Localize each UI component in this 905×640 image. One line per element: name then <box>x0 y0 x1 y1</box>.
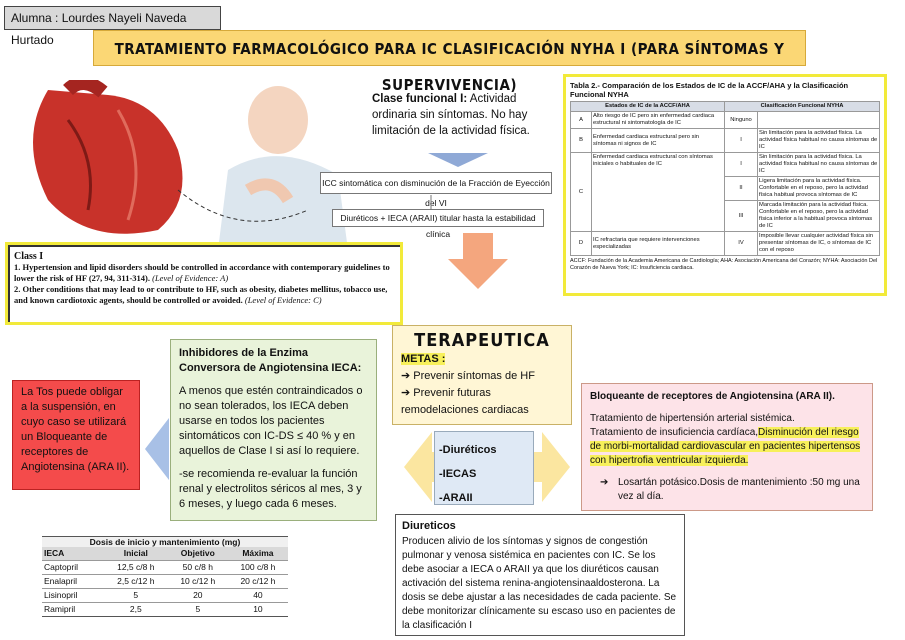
page-title: TRATAMIENTO FARMACOLÓGICO PARA IC CLASIFICACIÓN NYHA I (PARA SÍNTOMAS Y SUPERVIVENCIA) <box>93 30 806 66</box>
table-row: III Marcada limitación para la actividad física. Confortable en el reposo, pero la actividad física inferior a la habitual provoca síntomas de IC <box>571 201 880 232</box>
left-arrow-icon <box>145 418 169 485</box>
arrow-bullet-icon: ➔ <box>600 477 609 488</box>
table-row: Ramipril 2,5 5 10 <box>42 603 288 617</box>
down-arrow-icon <box>428 153 488 174</box>
functional-class-text: Clase funcional I: Actividad ordinaria sin síntomas. No hay limitación de la actividad física. <box>372 93 530 137</box>
table-row: II Ligera limitación para la actividad física. Confortable en el reposo, pero la actividad física habitual provoca síntomas de IC <box>571 177 880 201</box>
nyha-comparison-table: Tabla 2.- Comparación de los Estados de IC de la ACCF/AHA y la Clasificación Funcional NYHA Estados de IC de la ACCF/AHA Clasificación Funcional NYHA A Alto riesgo de IC pero sin enfermedad cardiaca estructural ni sintomatología de IC Ninguno B Enfermedad cardiaca estructural pero sin síntomas ni signos de IC I Sin limitación para la actividad física. La actividad física habitual no causa síntomas de IC C Enfermedad cardiaca estructural con síntomas iniciales o habituales de IC I Sin limitación para la actividad física. La actividad física habitual no causa síntomas de IC II Ligera limitación para la actividad física. Confortable en el reposo, pero la actividad física habitual provoca síntomas de IC III Marcada limitación para la actividad física. Confortable en el reposo, pero la actividad física inferior a la habitual provoca síntomas de IC D IC refractaria que requiere intervenciones especializadas IV Imposible llevar cualquier actividad física sin presentar síntomas de IC, o síntomas de IC con el reposo ACCF: Fundación de la Academia Americana de Cardiología; AHA: Asociación Americana del Corazón; NYHA: Asociación Del Corazón de Nueva York; IC: Insuficiencia cardiaca. <box>563 74 887 296</box>
table-row: Captopril 12,5 c/8 h 50 c/8 h 100 c/8 h <box>42 561 288 575</box>
guideline-reference: Class I 1. Hypertension and lipid disorders should be controlled in accordance with contemporary guidelines to lower the risk of HF (27, 94, 311-314). (Level of Evidence: A) 2. Other conditions that may lead to or contribute to HF, such as obesity, diabetes mellitus, tobacco use, and known cardiotoxic agents, should be controlled or avoided. (Level of Evidence: C) <box>5 242 403 325</box>
therapeutic-goals-box: TERAPEUTICA METAS : ➔ Prevenir síntomas de HF ➔ Prevenir futuras remodelaciones cardiacas <box>392 325 572 425</box>
table-row: B Enfermedad cardiaca estructural pero sin síntomas ni signos de IC I Sin limitación para la actividad física. La actividad física habitual no causa síntomas de IC <box>571 129 880 153</box>
flow-step-2: Diuréticos + IECA (ARAII) titular hasta la estabilidad clínica <box>332 209 544 227</box>
section-title: TERAPEUTICA <box>414 330 550 351</box>
flow-step-1: ICC sintomática con disminución de la Fracción de Eyección del VI <box>320 172 552 194</box>
big-down-arrow-icon <box>448 233 508 296</box>
table-row: Lisinopril 5 20 40 <box>42 589 288 603</box>
table-row: A Alto riesgo de IC pero sin enfermedad cardiaca estructural ni sintomatología de IC Ninguno <box>571 112 880 129</box>
diuretics-box: Diureticos Producen alivio de los síntomas y signos de congestión pulmonar y venosa sistémica en pacientes con IC. Se los debe asociar a IECA o ARAII ya que los diuréticos causan activación del sistema renina-angiotensinaaldosterona. La dosis se debe ajustar a las necesidades de cada paciente. Se debe monitorizar clínicamente su escaso uso en pacientes de la clasificación I <box>395 514 685 636</box>
author-label: Alumna : Lourdes Nayeli Naveda Hurtado <box>4 6 221 30</box>
table-row: Enalapril 2,5 c/12 h 10 c/12 h 20 c/12 h <box>42 575 288 589</box>
table-row: C Enfermedad cardiaca estructural con síntomas iniciales o habituales de IC I Sin limitación para la actividad física. La actividad física habitual no causa síntomas de IC <box>571 153 880 177</box>
ara-box: Bloqueante de receptores de Angiotensina (ARA II). Tratamiento de hipertensión arterial sistémica. Tratamiento de insuficiencia cardíaca,Disminución del riesgo de morbi-mortalidad cardiovascular en pacientes hipertensos con hipertrofia ventricular izquierda. ➔ Losartán potásico.Dosis de mantenimiento :50 mg una vez al día. <box>581 383 873 511</box>
dose-table: Dosis de inicio y mantenimiento (mg) IECA Inicial Objetivo Máxima Captopril 12,5 c/8 h 50 c/8 h 100 c/8 h Enalapril 2,5 c/12 h 10 c/12 h 20 c/12 h Lisinopril 5 20 40 Ramipril 2,5 5 10 <box>42 536 288 620</box>
table-row: D IC refractaria que requiere intervenciones especializadas IV Imposible llevar cualquier actividad física sin presentar síntomas de IC, o síntomas de IC con el reposo <box>571 232 880 256</box>
ieca-box: Inhibidores de la Enzima Conversora de Angiotensina IECA: A menos que estén contraindicados o no sean tolerados, los IECA deben usarse en todos los pacientes sintomáticos con IC-DS ≤ 40 % y en aquellos de Clase I si así lo requiere. -se recomienda re-evaluar la función renal y electrolitos séricos al mes, 3 y 6 meses, y luego cada 6 meses. <box>170 339 377 521</box>
drug-list: -Diuréticos -IECAS -ARAII <box>434 431 534 505</box>
cough-note-box: La Tos puede obligar a la suspensión, en cuyo caso se utilizará un Bloqueante de receptores de Angiotensina (ARA II). <box>12 380 140 490</box>
